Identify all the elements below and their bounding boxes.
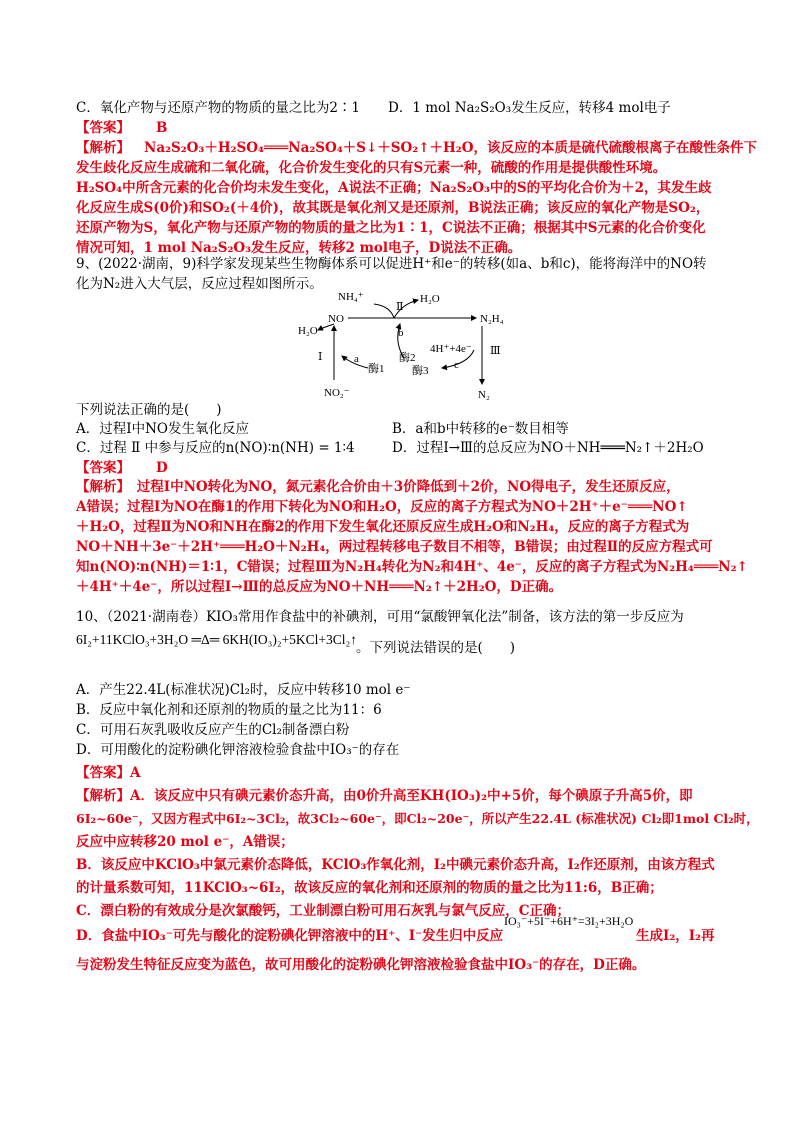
q9-stem-line-2: 化为N₂进入大气层，反应过程如图所示。 [76,276,323,292]
q8-option-d: D．1 mol Na₂S₂O₃发生反应，转移4 mol电子 [388,100,671,116]
q10-analysis-line-7-tail: 生成I₂，I₂再 [636,928,715,944]
diagram-h2o-left-label: H₂O [298,325,318,337]
q10-option-a: A．产生22.4L(标准状况)Cl₂时，反应中转移10 mol e⁻ [76,682,411,698]
diagram-h-e-label: 4H⁺+4e⁻ [430,343,472,355]
q10-inline-equation: IO₃⁻+5I⁻+6H⁺=3I₂+3H₂O [504,914,634,928]
q10-analysis-line-3: 反应中应转移20 mol e⁻，A错误； [76,834,294,850]
q9-option-c: C．过程 Ⅱ 中参与反应的n(NO)∶n(NH) = 1∶4 [76,440,355,456]
q9-option-b: B．a和b中转移的e⁻数目相等 [392,421,569,437]
q9-option-a: A．过程Ⅰ中NO发生氧化反应 [76,421,249,437]
q9-option-d: D．过程Ⅰ→Ⅲ的总反应为NO＋NH═══N₂↑＋2H₂O [392,440,704,456]
q9-analysis-line-4: NO＋NH＋3e⁻＋2H⁺═══H₂O＋N₂H₄，两过程转移电子数目不相等，B错误；由过程Ⅱ的反应方程式可 [76,539,713,555]
q10-analysis-line-6: C．漂白粉的有效成分是次氯酸钙，工业制漂白粉可用石灰乳与氯气反应，C正确； [76,903,570,919]
q9-analysis-line-6: ＋4H⁺＋4e⁻，所以过程Ⅰ→Ⅲ的总反应为NO＋NH═══N₂↑＋2H₂O，D正确。 [76,579,563,595]
q9-analysis-line-1: 【解析】 过程Ⅰ中NO转化为NO，氮元素化合价由＋3价降低到＋2价，NO得电子，发生还原反应， [76,479,680,495]
q9-question: 下列说法正确的是( ) [76,402,222,418]
q9-answer: 【答案】 D [76,460,168,476]
q9-analysis-line-2: A错误；过程Ⅰ为NO在酶1的作用下转化为NO和H₂O，反应的离子方程式为NO＋2H⁺＋e⁻═══NO↑ [76,499,688,515]
diagram-no-label: NO [328,313,344,325]
q8-analysis-line-6: 情况可知，1 mol Na₂S₂O₃发生反应，转移2 mol电子，D说法不正确。 [76,240,522,256]
q9-stem-line-1: 9、(2022·湖南，9)科学家发现某些生物酶体系可以促进H⁺和e⁻的转移(如a、b和c)，能将海洋中的NO转 [76,256,707,272]
q8-analysis-line-2: 发生歧化反应生成硫和二氧化硫，化合价发生变化的只有S元素一种，硫酸的作用是提供酸性环境。 [76,160,667,176]
diagram-h2o-top-label: H₂O [420,293,440,305]
q9-analysis-line-5: 知n(NO)∶n(NH)＝1∶1，C错误；过程Ⅲ为N₂H₄转化为N₂和4H⁺、4e⁻，反应的离子方程式为N₂H₄═══N₂↑ [76,559,748,575]
q10-equation: 6I₂+11KClO₃+3H₂O ═Δ═ 6KH(IO₃)₂+5KCl+3Cl₂↑ [76,632,357,647]
diagram-enzyme2-label: 酶2 [399,352,416,364]
diagram-roman-2-label: Ⅱ [396,301,404,313]
q10-option-b: B．反应中氧化剂和还原剂的物质的量之比为11：6 [76,702,382,718]
q8-answer: 【答案】 B [76,120,168,136]
q8-option-c: C．氧化产物与还原产物的物质的量之比为2∶1 [76,100,361,116]
diagram-n2h4-label: N₂H₄ [480,313,504,325]
q8-analysis-line-5: 还原产物为S，氧化产物与还原产物的物质的量之比为1∶1，C说法不正确；根据其中S元素的化合价变化 [76,220,706,236]
q9-analysis-line-3: ＋H₂O，过程Ⅱ为NO和NH在酶2的作用下发生氧化还原反应生成H₂O和N₂H₄，反应的离子方程式为 [76,519,690,535]
diagram-curve-nh4 [374,304,394,318]
diagram-c-label: c [454,359,459,371]
diagram-roman-1-label: Ⅰ [318,351,323,363]
diagram-a-label: a [354,353,359,365]
q8-analysis-line-4: 化反应生成S(0价)和SO₂(＋4价)，故其既是氧化剂又是还原剂，B说法正确；该反应的氧化产物是SO₂， [76,200,710,216]
nitrogen-cycle-diagram [282,284,518,402]
q10-stem-line-1: 10、（2021·湖南卷）KIO₃常用作食盐中的补碘剂，可用“氯酸钾氧化法”制备，该方法的第一步反应为 [76,609,684,625]
q10-option-d: D．可用酸化的淀粉碘化钾溶液检验食盐中IO₃⁻的存在 [76,742,400,758]
diagram-no2-label: NO₂⁻ [324,387,350,399]
q10-option-c: C．可用石灰乳吸收反应产生的Cl₂制备漂白粉 [76,722,350,738]
diagram-b-label: b [398,327,404,339]
q10-analysis-line-4: B．该反应中KClO₃中氯元素价态降低，KClO₃作氧化剂，I₂中碘元素价态升高，I₂作还原剂，由该方程式 [76,857,715,873]
q10-analysis-line-5: 的计量系数可知，11KClO₃~6I₂，故该反应的氧化剂和还原剂的物质的量之比为11:6，B正确； [76,880,663,896]
q10-question: 。下列说法错误的是( ) [356,640,516,656]
diagram-n2-label: N₂ [478,389,490,401]
diagram-arrow-to-h2o [318,324,334,330]
q10-analysis-line-1: 【解析】A．该反应中只有碘元素价态升高，由0价升高至KH(IO₃)₂中+5价，每个碘原子升高5价，即 [76,788,693,804]
diagram-enzyme3-label: 酶3 [412,365,429,377]
q10-analysis-line-8: 与淀粉发生特征反应变为蓝色，故可用酸化的淀粉碘化钾溶液检验食盐中IO₃⁻的存在，D正确。 [76,957,646,973]
q10-answer: 【答案】A [76,765,141,781]
diagram-nh4-label: NH₄⁺ [338,291,364,303]
diagram-roman-3-label: Ⅲ [490,345,501,357]
q10-analysis-line-2: 6I₂~60e⁻，又因方程式中6I₂~3Cl₂，故3Cl₂~60e⁻，即Cl₂~20e⁻，所以产生22.4L (标准状况) Cl₂即1mol Cl₂时， [76,811,759,826]
q8-analysis-line-3: H₂SO₄中所含元素的化合价均未发生变化，A说法不正确；Na₂S₂O₃中的S的平均化合价为＋2，其发生歧 [76,180,712,196]
q8-analysis-line-1: 【解析】 Na₂S₂O₃＋H₂SO₄═══Na₂SO₄＋S↓＋SO₂↑＋H₂O，该反应的本质是硫代硫酸根离子在酸性条件下 [76,140,757,156]
q10-analysis-line-7: D．食盐中IO₃⁻可先与酸化的淀粉碘化钾溶液中的H⁺、I⁻发生归中反应 [76,928,504,944]
diagram-enzyme1-label: 酶1 [368,363,385,375]
